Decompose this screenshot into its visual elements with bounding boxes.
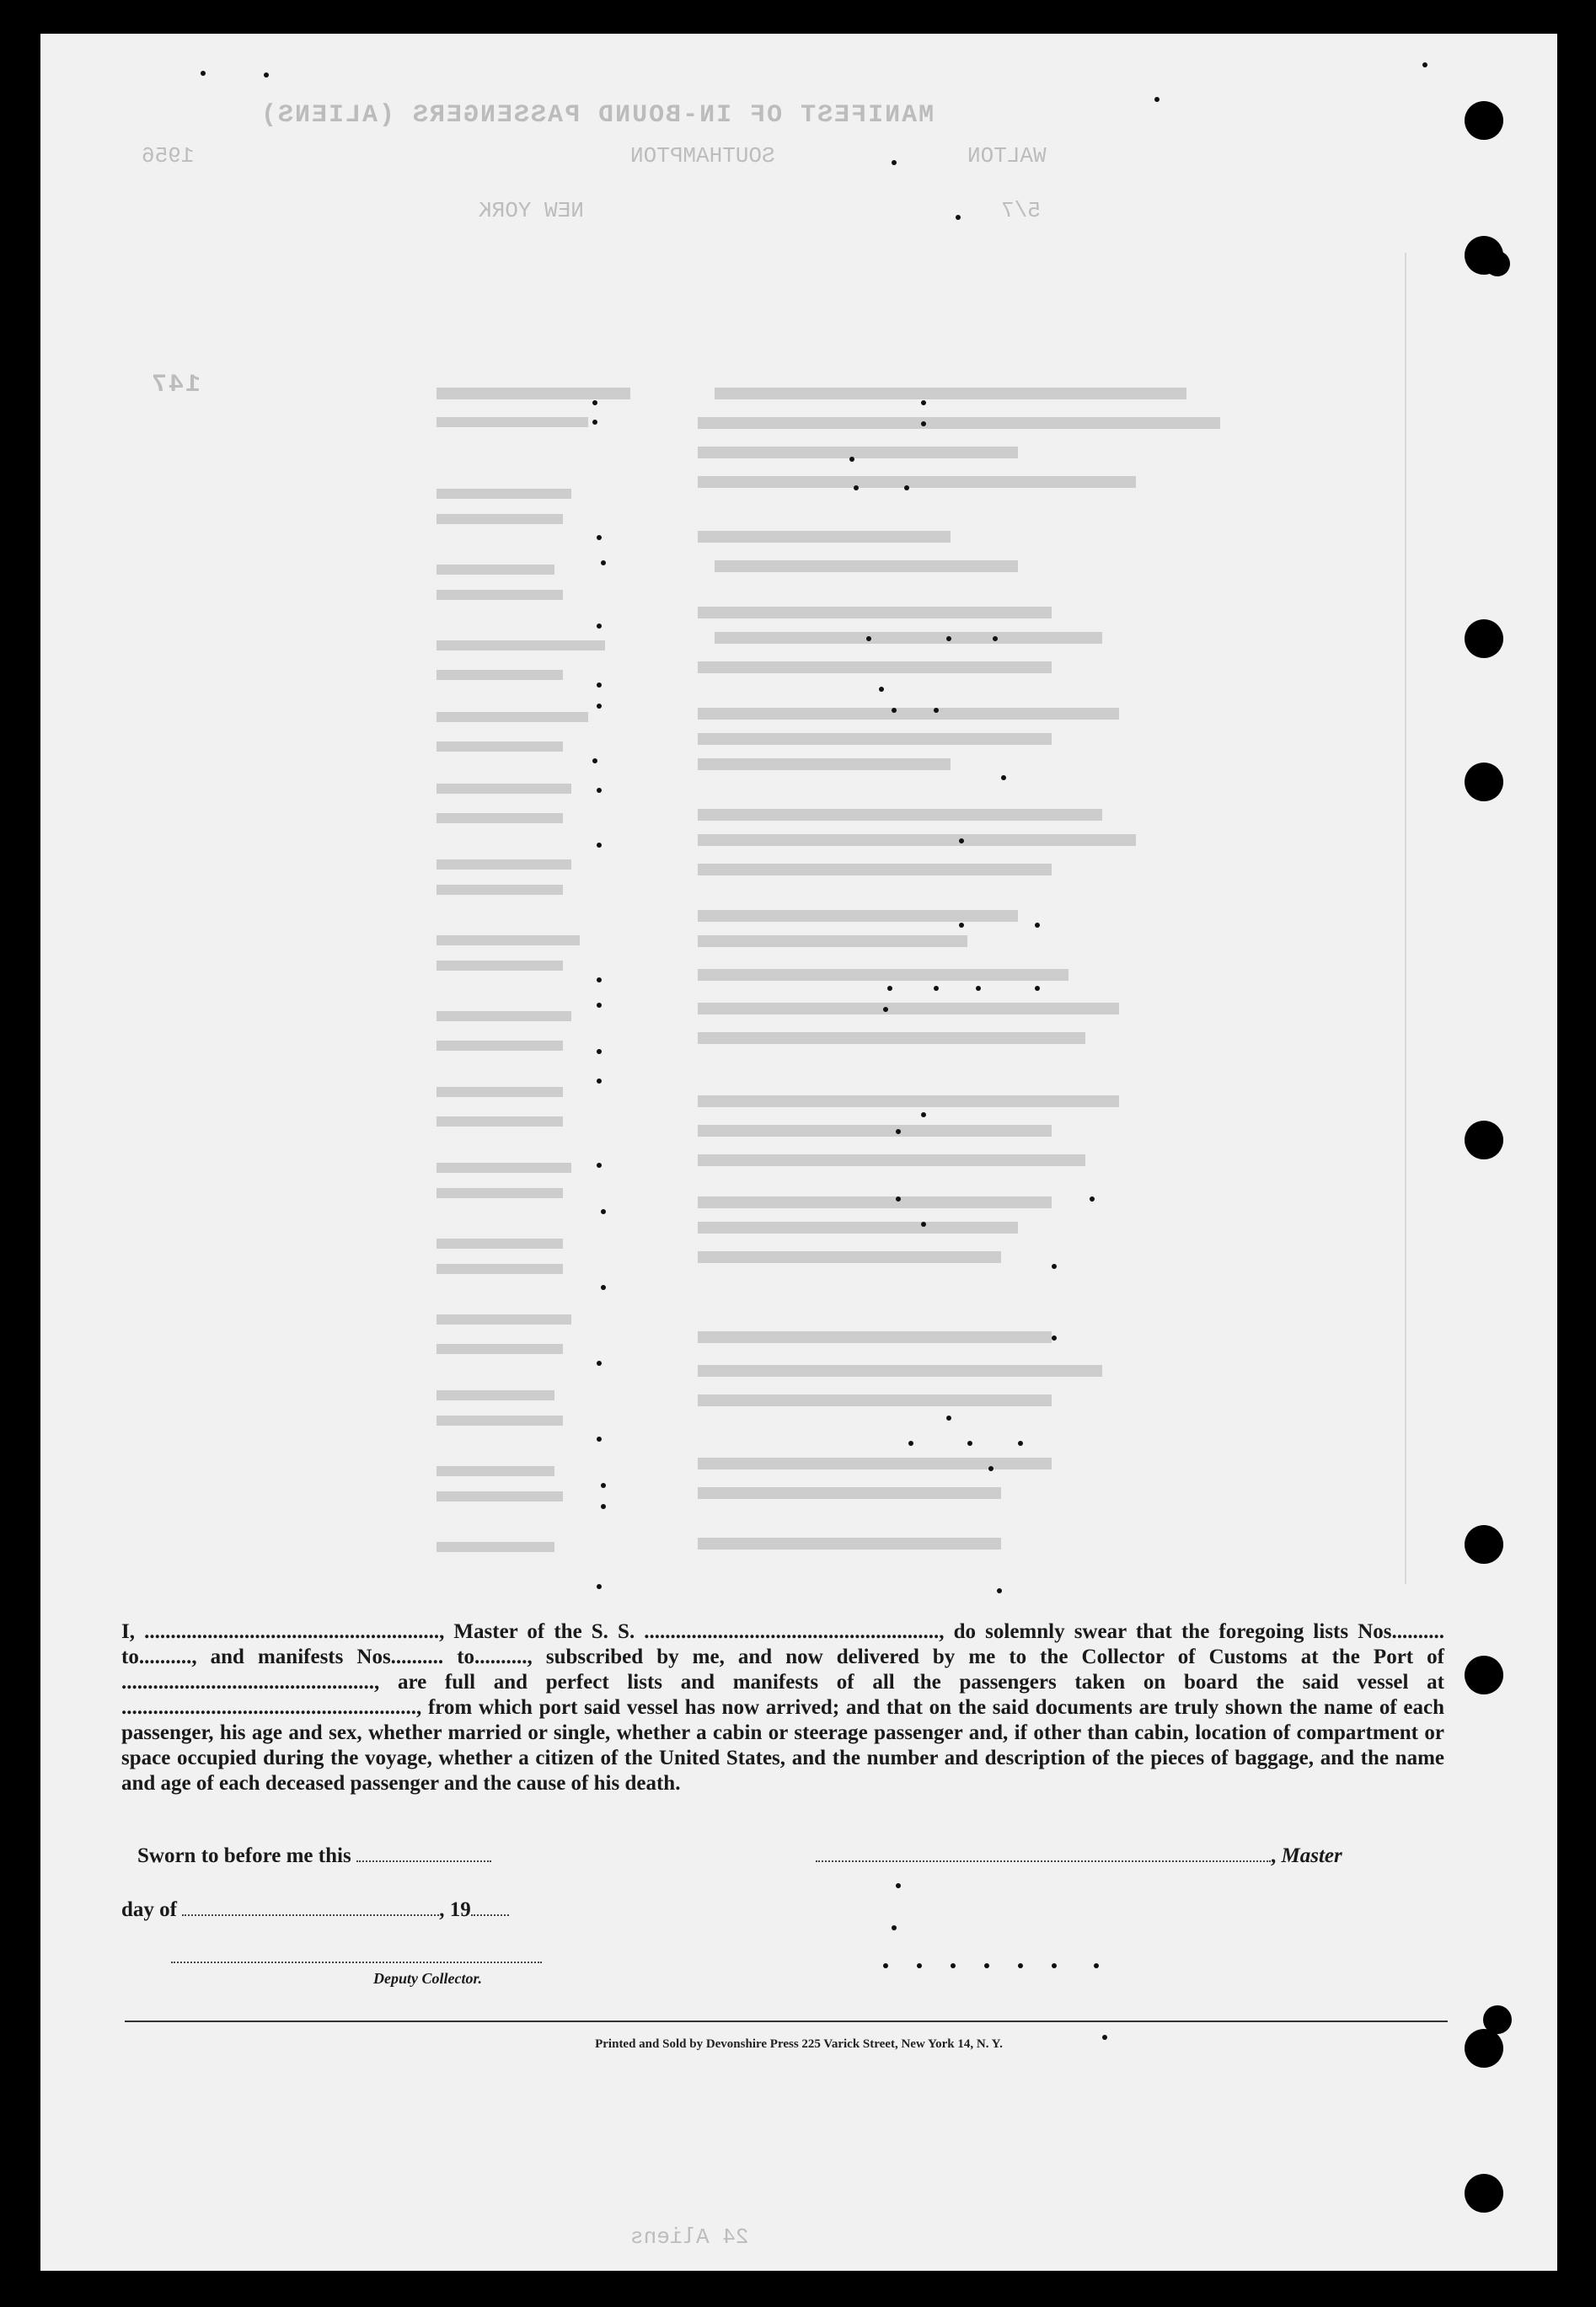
- master-signature-blank[interactable]: [816, 1844, 1271, 1862]
- punch-hole: [1465, 763, 1503, 801]
- printer-credit: Printed and Sold by Devonshire Press 225 Varick Street, New York 14, N. Y.: [595, 2037, 1003, 2051]
- punch-hole: [1465, 2029, 1503, 2068]
- speck: [1422, 62, 1427, 67]
- deputy-signature-blank[interactable]: [171, 1962, 542, 1963]
- speck: [997, 1588, 1002, 1593]
- speck: [887, 986, 892, 991]
- speck: [597, 1079, 602, 1084]
- speck: [896, 1883, 901, 1888]
- bleed-header-title: MANIFEST OF IN-BOUND PASSENGERS (ALIENS): [260, 101, 935, 130]
- speck: [597, 704, 602, 709]
- speck: [866, 636, 871, 641]
- punch-hole: [1465, 101, 1503, 140]
- speck: [597, 1049, 602, 1054]
- speck: [601, 1209, 606, 1214]
- year-prefix: 19: [449, 1898, 471, 1921]
- speck: [849, 457, 854, 462]
- speck: [597, 1437, 602, 1442]
- bleed-through-texture: [40, 34, 1557, 1584]
- speck: [883, 1963, 888, 1968]
- speck: [597, 535, 602, 540]
- speck: [934, 708, 939, 713]
- speck: [934, 986, 939, 991]
- bleed-footer: 24 Aliens: [630, 2224, 749, 2250]
- speck: [201, 71, 206, 76]
- speck: [892, 708, 897, 713]
- day-of-label: day of: [121, 1898, 177, 1921]
- speck: [1018, 1963, 1023, 1968]
- master-label: Master: [1281, 1844, 1342, 1867]
- speck: [879, 687, 884, 692]
- day-of-blank[interactable]: [182, 1898, 439, 1916]
- speck: [1090, 1196, 1095, 1202]
- speck: [921, 1222, 926, 1227]
- speck: [264, 72, 269, 78]
- speck: [597, 788, 602, 793]
- speck: [1001, 775, 1006, 780]
- speck: [597, 1584, 602, 1589]
- speck: [959, 838, 964, 843]
- speck: [967, 1441, 972, 1446]
- sworn-blank[interactable]: [356, 1844, 491, 1862]
- speck: [601, 1483, 606, 1488]
- speck: [988, 1466, 993, 1471]
- speck: [921, 400, 926, 405]
- speck: [597, 682, 602, 688]
- master-signature-line: , Master: [816, 1844, 1342, 1868]
- speck: [597, 1163, 602, 1168]
- speck: [597, 1003, 602, 1008]
- bleed-header-port: NEW YORK: [479, 198, 584, 223]
- speck: [892, 1925, 897, 1930]
- speck: [896, 1196, 901, 1202]
- speck: [601, 560, 606, 565]
- speck: [917, 1963, 922, 1968]
- punch-hole-fragment: [1483, 2005, 1512, 2034]
- day-of-line: day of , 19: [121, 1898, 509, 1922]
- speck: [921, 1112, 926, 1117]
- speck: [854, 485, 859, 490]
- bleed-header-vessel: WALTON: [967, 143, 1047, 169]
- speck: [946, 636, 951, 641]
- speck: [984, 1963, 989, 1968]
- deputy-collector-label: Deputy Collector.: [373, 1970, 482, 1987]
- speck: [1052, 1963, 1057, 1968]
- speck: [1052, 1264, 1057, 1269]
- speck: [959, 923, 964, 928]
- speck: [908, 1441, 913, 1446]
- speck: [597, 977, 602, 982]
- punch-hole: [1465, 2174, 1503, 2213]
- speck: [1035, 923, 1040, 928]
- speck: [597, 624, 602, 629]
- punch-hole: [1465, 1525, 1503, 1564]
- punch-hole: [1465, 1121, 1503, 1159]
- speck: [597, 843, 602, 848]
- speck: [976, 986, 981, 991]
- bleed-list-no: 5/7: [1001, 198, 1041, 223]
- speck: [592, 758, 597, 763]
- sworn-line: [137, 1844, 491, 1868]
- speck: [1052, 1335, 1057, 1341]
- speck: [1154, 97, 1160, 102]
- speck: [597, 1361, 602, 1366]
- footer-rule: [125, 2021, 1448, 2022]
- bleed-header-date: 1956: [142, 143, 195, 169]
- speck: [993, 636, 998, 641]
- speck: [601, 1504, 606, 1509]
- sworn-label: Sworn to before me this: [137, 1844, 351, 1867]
- year-blank[interactable]: [471, 1898, 509, 1916]
- speck: [951, 1963, 956, 1968]
- speck: [1035, 986, 1040, 991]
- speck: [904, 485, 909, 490]
- punch-hole: [1465, 1656, 1503, 1694]
- manifest-page: [40, 34, 1557, 2271]
- punch-hole-fragment: [1485, 251, 1510, 276]
- bleed-header-from: SOUTHAMPTON: [630, 143, 775, 169]
- speck: [1018, 1441, 1023, 1446]
- bleed-page-no: 147: [150, 371, 201, 399]
- oath-paragraph: I, ........................................................, Master of the S. S. ........................................................, do solemnly swear that the foregoing lists Nos.......... to.........., and manifests Nos.......... to.........., subscribed by me, and now delivered by me to the Collector of Customs at the Port of ................................................, are full and perfect lists and manifests of all the passengers taken on board the said vessel at ........................................................, from which port said vessel has now arrived; and that on the said documents are truly shown the name of each passenger, his age and sex, whether married or single, whether a cabin or steerage passenger and, if other than cabin, location of compartment or space occupied during the voyage, whether a citizen of the United States, and the number and description of the pieces of baggage, and the name and age of each deceased passenger and the cause of his death.: [121, 1620, 1444, 1795]
- speck: [592, 420, 597, 425]
- speck: [601, 1285, 606, 1290]
- speck: [1094, 1963, 1099, 1968]
- speck: [592, 400, 597, 405]
- speck: [896, 1129, 901, 1134]
- speck: [892, 160, 897, 165]
- speck: [956, 215, 961, 220]
- speck: [946, 1416, 951, 1421]
- speck: [921, 421, 926, 426]
- speck: [883, 1007, 888, 1012]
- punch-hole: [1465, 619, 1503, 658]
